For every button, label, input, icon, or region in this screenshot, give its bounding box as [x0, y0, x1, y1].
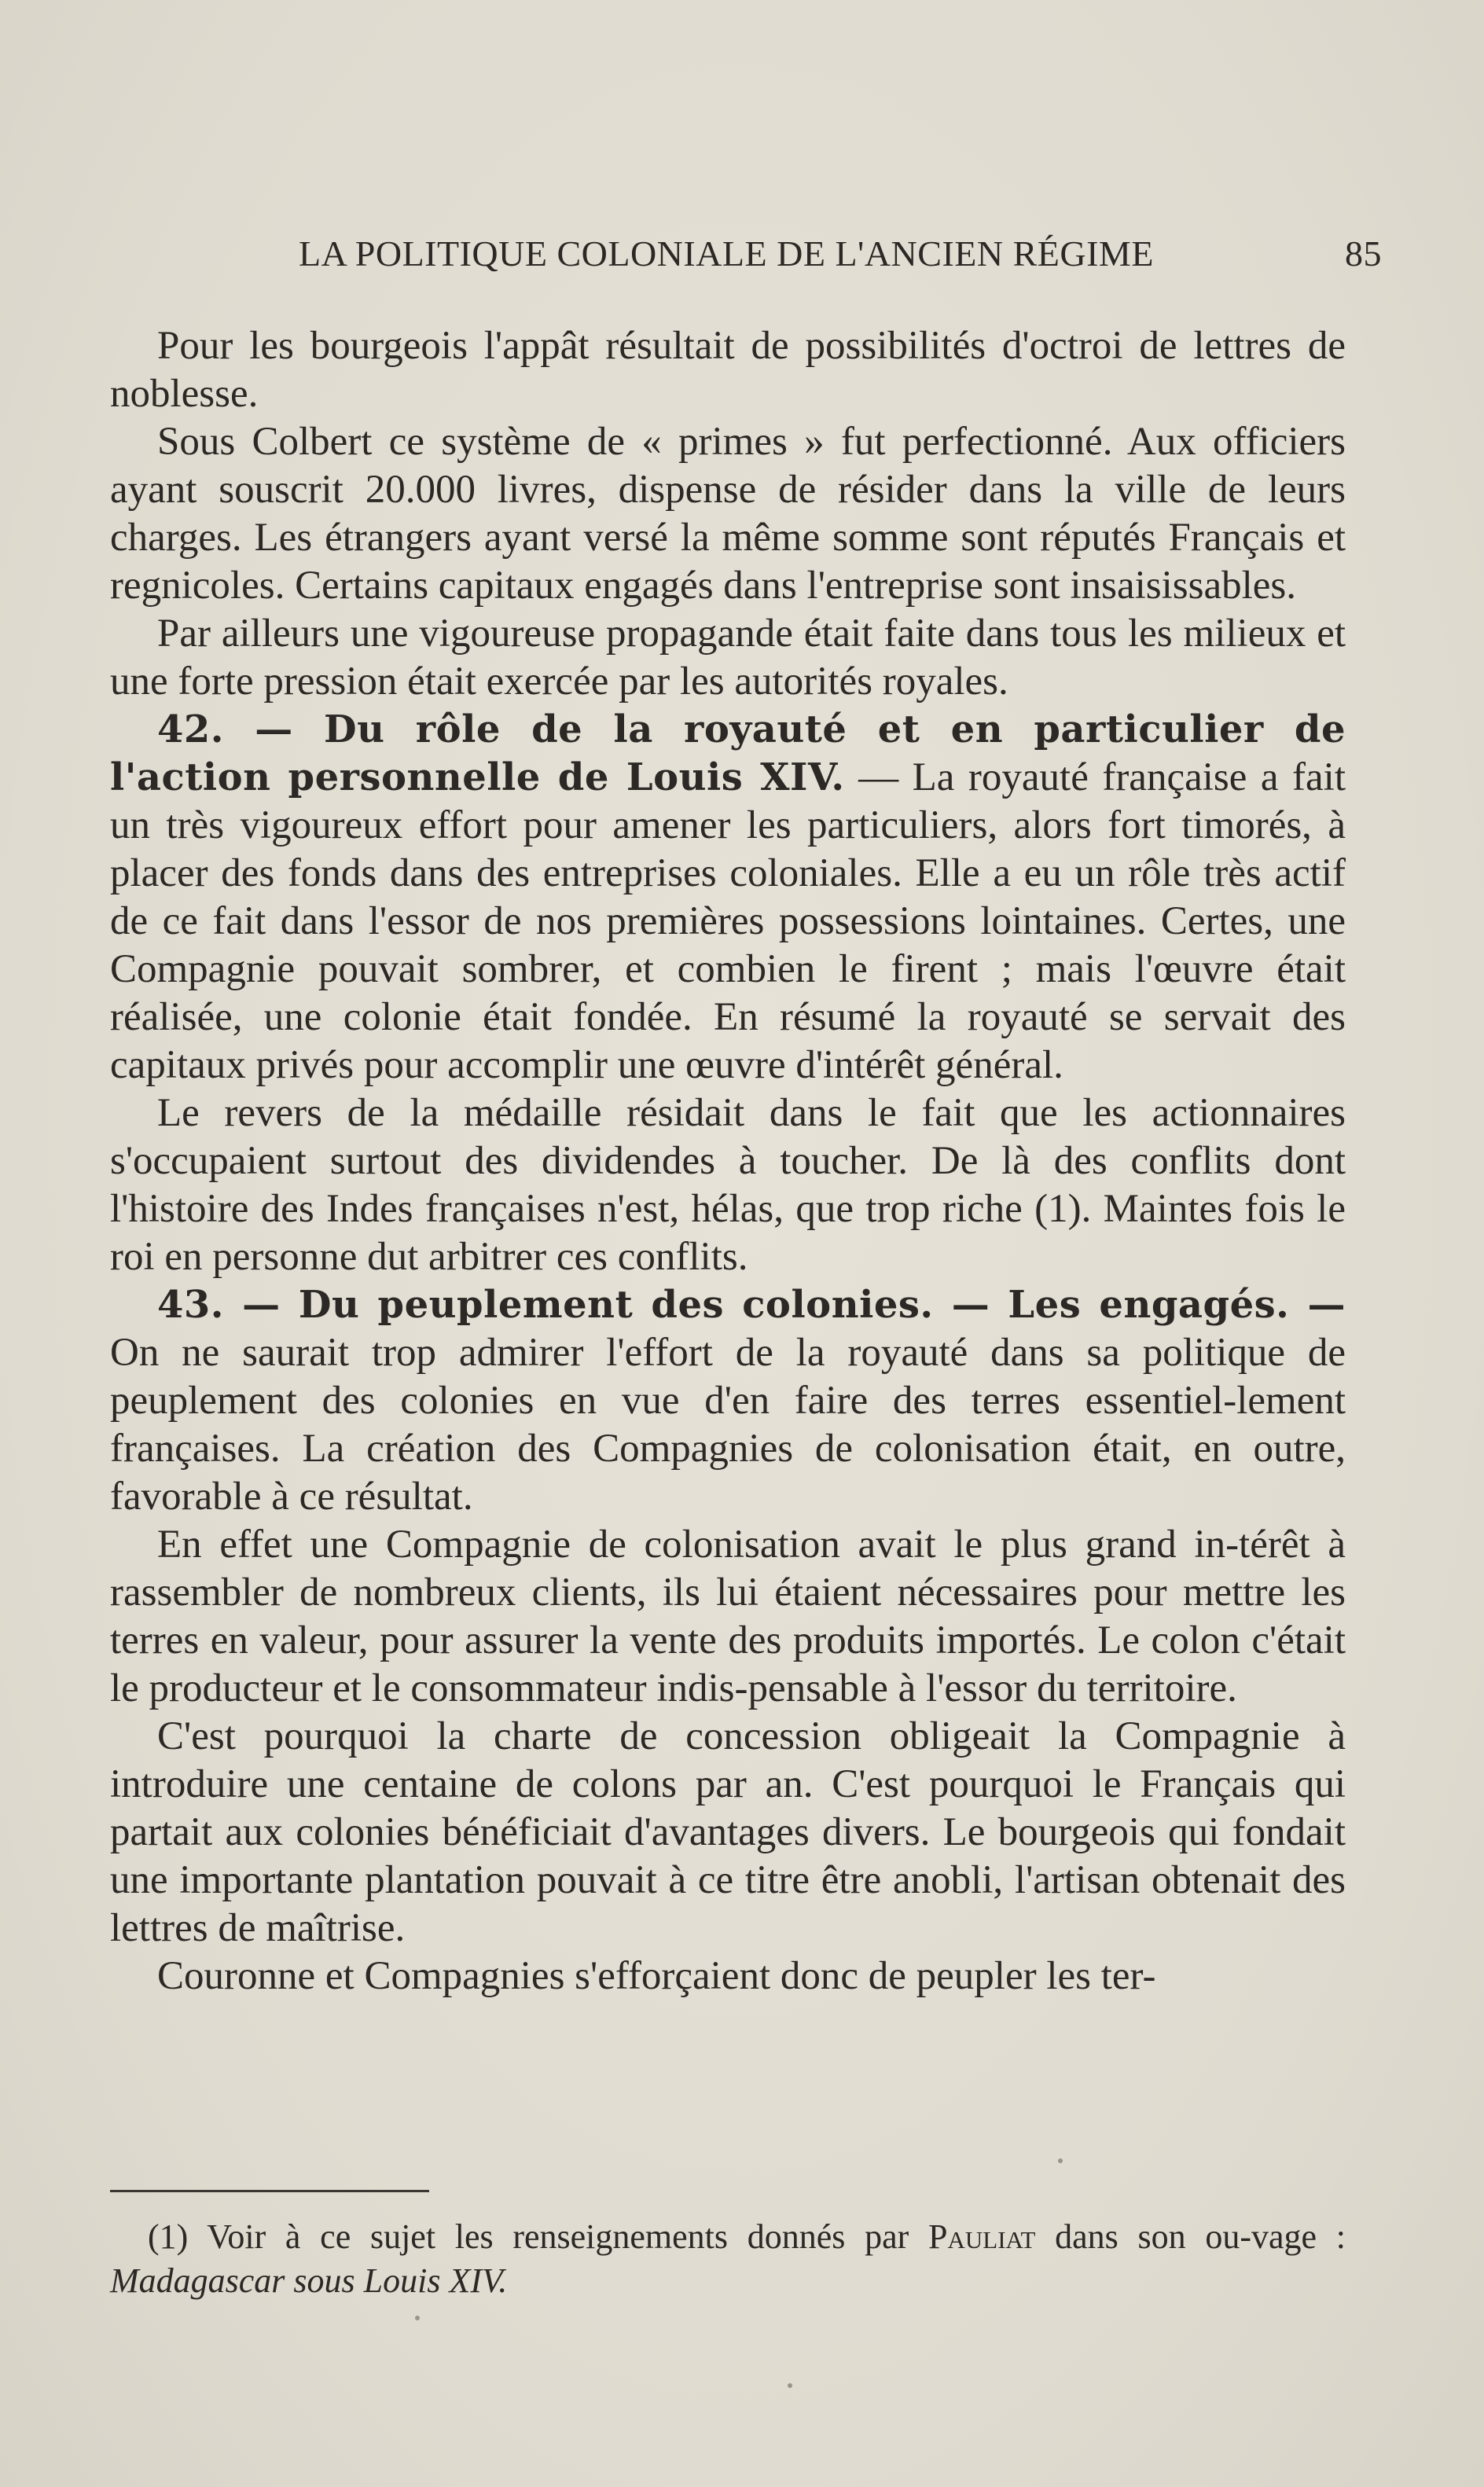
- section-text: — La royauté française a fait un très vigoureux effort pour amener les particuliers, alors fort timorés, à placer des fonds dans des entreprises coloniales. Elle a eu un rôle très actif de ce fait dans l'essor de nos premières possessions lointaines. Certes, une Compagnie pouvait sombrer, et combien le firent ; mais l'œuvre était réalisée, une colonie était fondée. En résumé la royauté se servait des capitaux privés pour accomplir une œuvre d'intérêt général.: [110, 755, 1346, 1087]
- footnote-work-title: Madagascar sous Louis XIV.: [110, 2261, 508, 2300]
- section-42: [110, 706, 1346, 1089]
- footnote: [110, 2215, 1346, 2303]
- page-number: 85: [1345, 233, 1382, 274]
- footnote-text: Voir à ce sujet les renseignements donnés par: [207, 2217, 909, 2256]
- paper-speck: [1058, 2158, 1063, 2163]
- main-text: [110, 322, 1346, 2000]
- running-head: [299, 233, 1382, 288]
- footnote-divider: [110, 2190, 429, 2192]
- section-text: On ne saurait trop admirer l'effort de la royauté dans sa politique de peuplement des colonies en vue d'en faire des terres essentiel-lement françaises. La création des Compagnies de colonisation était, en outre, favorable à ce résultat.: [110, 1331, 1346, 1519]
- paper-speck: [415, 2316, 420, 2320]
- footnote-marker: (1): [148, 2217, 189, 2256]
- footnote-author: Pauliat: [928, 2217, 1036, 2256]
- section-heading: 43. — Du peuplement des colonies. — Les engagés. —: [157, 1283, 1346, 1327]
- paper-speck: [788, 2383, 792, 2388]
- running-title: LA POLITIQUE COLONIALE DE L'ANCIEN RÉGIME: [299, 233, 1154, 274]
- paragraph: Pour les bourgeois l'appât résultait de possibilités d'octroi de lettres de noblesse.: [110, 324, 1346, 416]
- paragraph: En effet une Compagnie de colonisation avait le plus grand in-térêt à rassembler de nombreux clients, ils lui étaient nécessaires pour mettre les terres en valeur, pour assurer la vente des produits importés. Le colon c'était le producteur et le consommateur indis-pensable à l'essor du territoire.: [110, 1523, 1346, 1710]
- paragraph: Couronne et Compagnies s'efforçaient donc de peupler les ter-: [157, 1954, 1156, 1998]
- section-heading: 42. — Du rôle de la royauté et en particulier de l'action personnelle de Louis XIV.: [110, 707, 1346, 799]
- section-43: [110, 1281, 1346, 1521]
- paragraph: C'est pourquoi la charte de concession obligeait la Compagnie à introduire une centaine de colons par an. C'est pourquoi le Français qui partait aux colonies bénéficiait d'avantages divers. Le bourgeois qui fondait une importante plantation pouvait à ce titre être anobli, l'artisan obtenait des lettres de maîtrise.: [110, 1714, 1346, 1950]
- paragraph: Le revers de la médaille résidait dans le fait que les actionnaires s'occupaient surtout des dividendes à toucher. De là des conflits dont l'histoire des Indes françaises n'est, hélas, que trop riche (1). Maintes fois le roi en personne dut arbitrer ces conflits.: [110, 1091, 1346, 1279]
- footnote-paragraph: [110, 2215, 1346, 2303]
- paragraph: Par ailleurs une vigoureuse propagande était faite dans tous les milieux et une forte pression était exercée par les autorités royales.: [110, 612, 1346, 703]
- footnote-text: dans son ou-vage :: [1055, 2217, 1346, 2256]
- paragraph: Sous Colbert ce système de « primes » fut perfectionné. Aux officiers ayant souscrit 20.000 livres, dispense de résider dans la ville de leurs charges. Les étrangers ayant versé la même somme sont réputés Français et regnicoles. Certains capitaux engagés dans l'entreprise sont insaisissables.: [110, 420, 1346, 608]
